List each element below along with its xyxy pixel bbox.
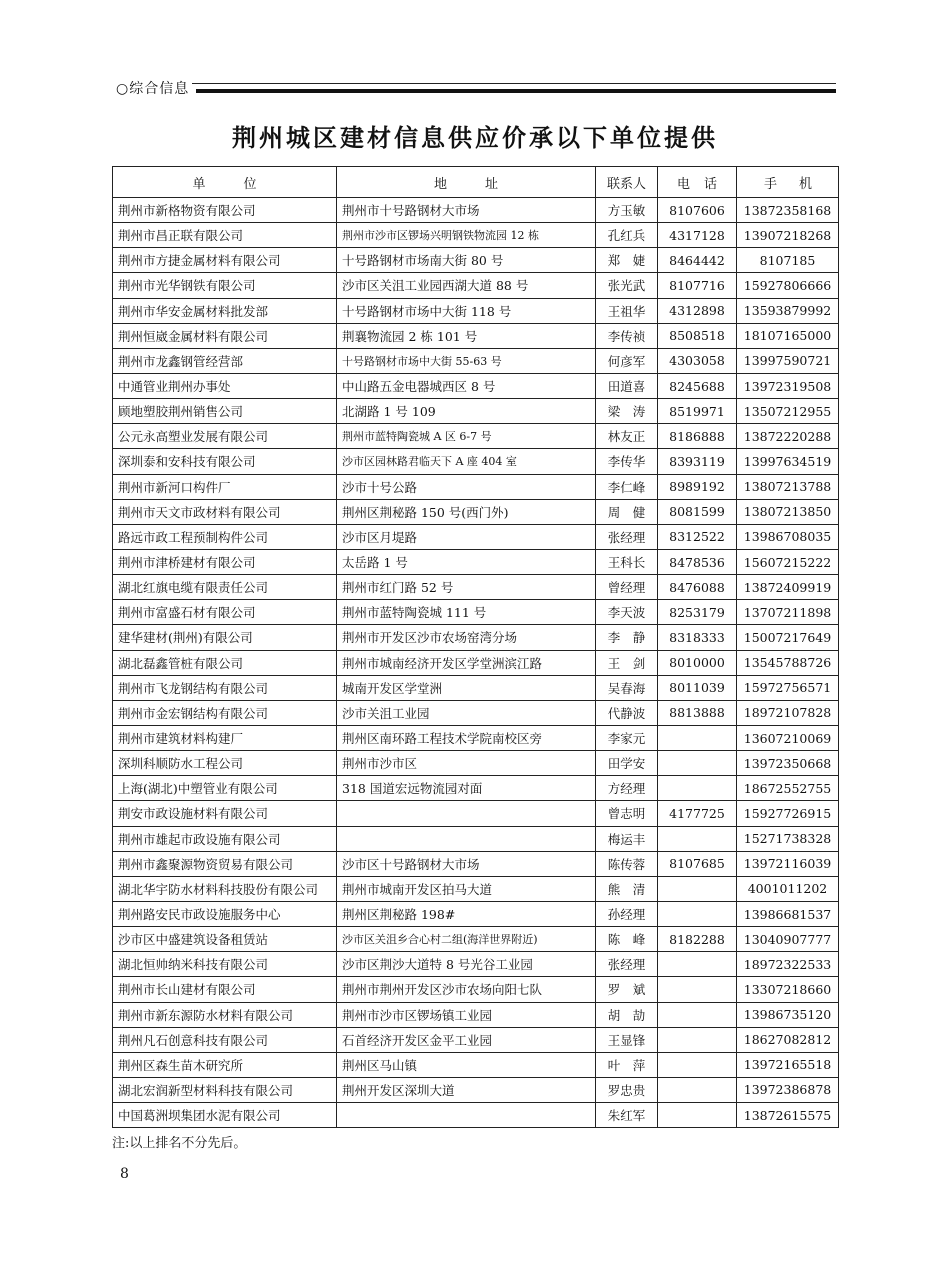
- page-title: 荆州城区建材信息供应价承以下单位提供: [232, 124, 718, 152]
- contact-cell: 李天波: [596, 600, 658, 625]
- contact-cell: 吴春海: [596, 675, 658, 700]
- contact-cell: 方玉敏: [596, 198, 658, 223]
- contact-cell: 田道喜: [596, 373, 658, 398]
- mobile-cell: 15607215222: [737, 549, 839, 574]
- contact-cell: 王显锋: [596, 1027, 658, 1052]
- contact-cell: 王 剑: [596, 650, 658, 675]
- address-cell: 荆州市沙市区锣场镇工业园: [337, 1002, 596, 1027]
- mobile-cell: 13607210069: [737, 725, 839, 750]
- supplier-table: [112, 166, 839, 1128]
- unit-cell: 荆州市新河口构件厂: [113, 474, 337, 499]
- mobile-cell: 13507212955: [737, 399, 839, 424]
- table-row: [113, 1103, 839, 1128]
- header-rule-thick: [196, 89, 836, 93]
- table-row: [113, 600, 839, 625]
- mobile-cell: 4001011202: [737, 876, 839, 901]
- unit-cell: 荆州市建筑材料构建厂: [113, 725, 337, 750]
- unit-cell: 荆州市富盛石材有限公司: [113, 600, 337, 625]
- header-address: 地址: [337, 167, 596, 198]
- address-cell: 荆州区马山镇: [337, 1052, 596, 1077]
- unit-cell: 荆州市龙鑫钢管经营部: [113, 348, 337, 373]
- unit-cell: 湖北红旗电缆有限责任公司: [113, 575, 337, 600]
- table-row: [113, 751, 839, 776]
- contact-cell: 胡 劼: [596, 1002, 658, 1027]
- address-cell: 北湖路 1 号 109: [337, 399, 596, 424]
- contact-cell: 梁 涛: [596, 399, 658, 424]
- address-cell: 十号路钢材市场中大街 118 号: [337, 298, 596, 323]
- unit-cell: 建华建材(荆州)有限公司: [113, 625, 337, 650]
- unit-cell: 荆州市鑫聚源物资贸易有限公司: [113, 851, 337, 876]
- address-cell: 荆州区南环路工程技术学院南校区旁: [337, 725, 596, 750]
- contact-cell: 王祖华: [596, 298, 658, 323]
- table-row: [113, 1052, 839, 1077]
- phone-cell: 8011039: [658, 675, 737, 700]
- contact-cell: 张光武: [596, 273, 658, 298]
- phone-cell: [658, 1103, 737, 1128]
- mobile-cell: 15927726915: [737, 801, 839, 826]
- mobile-cell: 18972107828: [737, 700, 839, 725]
- table-row: [113, 927, 839, 952]
- mobile-cell: 13807213850: [737, 499, 839, 524]
- unit-cell: 荆州市飞龙钢结构有限公司: [113, 675, 337, 700]
- address-cell: 荆州区荆秘路 198#: [337, 901, 596, 926]
- phone-cell: [658, 876, 737, 901]
- contact-cell: 郑 婕: [596, 248, 658, 273]
- unit-cell: 荆州市长山建材有限公司: [113, 977, 337, 1002]
- unit-cell: 荆州市金宏钢结构有限公司: [113, 700, 337, 725]
- phone-cell: [658, 977, 737, 1002]
- unit-cell: 荆州市雄起市政设施有限公司: [113, 826, 337, 851]
- phone-cell: [658, 725, 737, 750]
- phone-cell: 8312522: [658, 524, 737, 549]
- table-row: [113, 725, 839, 750]
- address-cell: 荆州市荆州开发区沙市农场向阳七队: [337, 977, 596, 1002]
- phone-cell: 8182288: [658, 927, 737, 952]
- unit-cell: 荆州凡石创意科技有限公司: [113, 1027, 337, 1052]
- mobile-cell: 8107185: [737, 248, 839, 273]
- phone-cell: [658, 1002, 737, 1027]
- mobile-cell: 13545788726: [737, 650, 839, 675]
- mobile-cell: 13593879992: [737, 298, 839, 323]
- contact-cell: 曾志明: [596, 801, 658, 826]
- address-cell: 十号路钢材市场南大街 80 号: [337, 248, 596, 273]
- table-row: [113, 198, 839, 223]
- unit-cell: 荆州市新格物资有限公司: [113, 198, 337, 223]
- table-row: [113, 851, 839, 876]
- phone-cell: 4317128: [658, 223, 737, 248]
- mobile-cell: 18672552755: [737, 776, 839, 801]
- table-row: [113, 449, 839, 474]
- mobile-cell: 13997590721: [737, 348, 839, 373]
- phone-cell: 8186888: [658, 424, 737, 449]
- unit-cell: 公元永高塑业发展有限公司: [113, 424, 337, 449]
- unit-cell: 荆州区森生苗木研究所: [113, 1052, 337, 1077]
- table-row: [113, 776, 839, 801]
- phone-cell: 8318333: [658, 625, 737, 650]
- address-cell: 十号路钢材市场中大街 55-63 号: [337, 348, 596, 373]
- contact-cell: 李仁峰: [596, 474, 658, 499]
- contact-cell: 王科长: [596, 549, 658, 574]
- table-row: [113, 1077, 839, 1102]
- table-row: [113, 248, 839, 273]
- unit-cell: 荆安市政设施材料有限公司: [113, 801, 337, 826]
- mobile-cell: 15972756571: [737, 675, 839, 700]
- phone-cell: 8813888: [658, 700, 737, 725]
- header-mobile: 手机: [737, 167, 839, 198]
- page-number: 8: [120, 1166, 129, 1182]
- address-cell: [337, 801, 596, 826]
- contact-cell: 叶 萍: [596, 1052, 658, 1077]
- unit-cell: 湖北磊鑫管桩有限公司: [113, 650, 337, 675]
- mobile-cell: 13307218660: [737, 977, 839, 1002]
- unit-cell: 路远市政工程预制构件公司: [113, 524, 337, 549]
- header-phone: 电话: [658, 167, 737, 198]
- contact-cell: 罗 斌: [596, 977, 658, 1002]
- contact-cell: 田学安: [596, 751, 658, 776]
- contact-cell: 李传祯: [596, 323, 658, 348]
- address-cell: 沙市区荆沙大道特 8 号光谷工业园: [337, 952, 596, 977]
- mobile-cell: 13872409919: [737, 575, 839, 600]
- mobile-cell: 15007217649: [737, 625, 839, 650]
- phone-cell: [658, 1052, 737, 1077]
- address-cell: 318 国道宏远物流园对面: [337, 776, 596, 801]
- mobile-cell: 13040907777: [737, 927, 839, 952]
- contact-cell: 孙经理: [596, 901, 658, 926]
- address-cell: 荆州市开发区沙市农场窑湾分场: [337, 625, 596, 650]
- table-row: [113, 373, 839, 398]
- mobile-cell: 13707211898: [737, 600, 839, 625]
- address-cell: 中山路五金电器城西区 8 号: [337, 373, 596, 398]
- mobile-cell: 18627082812: [737, 1027, 839, 1052]
- contact-cell: 李 静: [596, 625, 658, 650]
- mobile-cell: 13972116039: [737, 851, 839, 876]
- mobile-cell: 13972350668: [737, 751, 839, 776]
- contact-cell: 朱红军: [596, 1103, 658, 1128]
- table-row: [113, 952, 839, 977]
- unit-cell: 荆州市新东源防水材料有限公司: [113, 1002, 337, 1027]
- table-row: [113, 575, 839, 600]
- address-cell: 沙市区关沮乡合心村二组(海洋世界附近): [337, 927, 596, 952]
- contact-cell: 陈 峰: [596, 927, 658, 952]
- contact-cell: 张经理: [596, 952, 658, 977]
- phone-cell: 8519971: [658, 399, 737, 424]
- address-cell: 城南开发区学堂洲: [337, 675, 596, 700]
- address-cell: 荆州市城南经济开发区学堂洲滨江路: [337, 650, 596, 675]
- table-row: [113, 348, 839, 373]
- phone-cell: 8245688: [658, 373, 737, 398]
- phone-cell: 4177725: [658, 801, 737, 826]
- address-cell: 荆州开发区深圳大道: [337, 1077, 596, 1102]
- unit-cell: 中通管业荆州办事处: [113, 373, 337, 398]
- unit-cell: 中国葛洲坝集团水泥有限公司: [113, 1103, 337, 1128]
- footnote: 注:以上排名不分先后。: [112, 1136, 247, 1151]
- contact-cell: 孔红兵: [596, 223, 658, 248]
- contact-cell: 梅运丰: [596, 826, 658, 851]
- address-cell: 荆州市红门路 52 号: [337, 575, 596, 600]
- table-row: [113, 399, 839, 424]
- table-row: [113, 499, 839, 524]
- address-cell: 沙市十号公路: [337, 474, 596, 499]
- header-unit: 单位: [113, 167, 337, 198]
- phone-cell: 4312898: [658, 298, 737, 323]
- address-cell: 沙市区十号路钢材大市场: [337, 851, 596, 876]
- unit-cell: 沙市区中盛建筑设备租赁站: [113, 927, 337, 952]
- unit-cell: 湖北宏润新型材料科技有限公司: [113, 1077, 337, 1102]
- address-cell: 荆襄物流园 2 栋 101 号: [337, 323, 596, 348]
- mobile-cell: 18107165000: [737, 323, 839, 348]
- unit-cell: 荆州市方捷金属材料有限公司: [113, 248, 337, 273]
- table-row: [113, 323, 839, 348]
- unit-cell: 顾地塑胶荆州销售公司: [113, 399, 337, 424]
- mobile-cell: 13972319508: [737, 373, 839, 398]
- address-cell: 石首经济开发区金平工业园: [337, 1027, 596, 1052]
- address-cell: [337, 826, 596, 851]
- unit-cell: 荆州市华安金属材料批发部: [113, 298, 337, 323]
- unit-cell: 荆州路安民市政设施服务中心: [113, 901, 337, 926]
- mobile-cell: 13872358168: [737, 198, 839, 223]
- table-row: [113, 801, 839, 826]
- contact-cell: 李传华: [596, 449, 658, 474]
- mobile-cell: 13997634519: [737, 449, 839, 474]
- phone-cell: 8253179: [658, 600, 737, 625]
- phone-cell: 8010000: [658, 650, 737, 675]
- contact-cell: 罗忠贵: [596, 1077, 658, 1102]
- address-cell: [337, 1103, 596, 1128]
- table-row: [113, 549, 839, 574]
- mobile-cell: 13972386878: [737, 1077, 839, 1102]
- phone-cell: 8508518: [658, 323, 737, 348]
- table-row: [113, 700, 839, 725]
- phone-cell: 8393119: [658, 449, 737, 474]
- contact-cell: 李家元: [596, 725, 658, 750]
- contact-cell: 方经理: [596, 776, 658, 801]
- header-rule-thin: [116, 83, 836, 84]
- address-cell: 沙市关沮工业园: [337, 700, 596, 725]
- mobile-cell: 13872615575: [737, 1103, 839, 1128]
- address-cell: 荆州市蓝特陶瓷城 111 号: [337, 600, 596, 625]
- unit-cell: 深圳泰和安科技有限公司: [113, 449, 337, 474]
- address-cell: 荆州市蓝特陶瓷城 A 区 6-7 号: [337, 424, 596, 449]
- mobile-cell: 13807213788: [737, 474, 839, 499]
- address-cell: 荆州区荆秘路 150 号(西门外): [337, 499, 596, 524]
- mobile-cell: 15271738328: [737, 826, 839, 851]
- phone-cell: [658, 901, 737, 926]
- contact-cell: 代静波: [596, 700, 658, 725]
- phone-cell: 8476088: [658, 575, 737, 600]
- phone-cell: 8107685: [658, 851, 737, 876]
- address-cell: 荆州市沙市区锣场兴明钢铁物流园 12 栋: [337, 223, 596, 248]
- unit-cell: 荆州市天文市政材料有限公司: [113, 499, 337, 524]
- table-row: [113, 876, 839, 901]
- phone-cell: 8478536: [658, 549, 737, 574]
- table-row: [113, 826, 839, 851]
- table-row: [113, 474, 839, 499]
- phone-cell: 8464442: [658, 248, 737, 273]
- unit-cell: 荆州市昌正联有限公司: [113, 223, 337, 248]
- address-cell: 沙市区关沮工业园西湖大道 88 号: [337, 273, 596, 298]
- unit-cell: 深圳科顺防水工程公司: [113, 751, 337, 776]
- mobile-cell: 13872220288: [737, 424, 839, 449]
- section-header: [116, 80, 836, 100]
- table-row: [113, 273, 839, 298]
- table-row: [113, 524, 839, 549]
- table-row: [113, 1027, 839, 1052]
- contact-cell: 何彦军: [596, 348, 658, 373]
- address-cell: 荆州市城南开发区拍马大道: [337, 876, 596, 901]
- mobile-cell: 13972165518: [737, 1052, 839, 1077]
- phone-cell: 8081599: [658, 499, 737, 524]
- unit-cell: 上海(湖北)中塑管业有限公司: [113, 776, 337, 801]
- phone-cell: 4303058: [658, 348, 737, 373]
- mobile-cell: 13986681537: [737, 901, 839, 926]
- mobile-cell: 15927806666: [737, 273, 839, 298]
- phone-cell: 8107716: [658, 273, 737, 298]
- address-cell: 荆州市沙市区: [337, 751, 596, 776]
- unit-cell: 荆州恒崴金属材料有限公司: [113, 323, 337, 348]
- address-cell: 沙市区月堤路: [337, 524, 596, 549]
- contact-cell: 张经理: [596, 524, 658, 549]
- mobile-cell: 13986708035: [737, 524, 839, 549]
- table-row: [113, 650, 839, 675]
- contact-cell: 曾经理: [596, 575, 658, 600]
- phone-cell: 8107606: [658, 198, 737, 223]
- mobile-cell: 13986735120: [737, 1002, 839, 1027]
- unit-cell: 荆州市光华钢铁有限公司: [113, 273, 337, 298]
- mobile-cell: 18972322533: [737, 952, 839, 977]
- contact-cell: 熊 清: [596, 876, 658, 901]
- table-row: [113, 424, 839, 449]
- address-cell: 沙市区园林路君临天下 A 座 404 室: [337, 449, 596, 474]
- table-row: [113, 675, 839, 700]
- section-label: ○综合信息: [116, 80, 192, 98]
- table-row: [113, 901, 839, 926]
- contact-cell: 周 健: [596, 499, 658, 524]
- table-header-row: [113, 167, 839, 198]
- address-cell: 荆州市十号路钢材大市场: [337, 198, 596, 223]
- phone-cell: [658, 826, 737, 851]
- table-row: [113, 1002, 839, 1027]
- table-row: [113, 977, 839, 1002]
- unit-cell: 荆州市津桥建材有限公司: [113, 549, 337, 574]
- phone-cell: [658, 751, 737, 776]
- phone-cell: [658, 952, 737, 977]
- contact-cell: 陈传蓉: [596, 851, 658, 876]
- table-row: [113, 223, 839, 248]
- unit-cell: 湖北华宇防水材料科技股份有限公司: [113, 876, 337, 901]
- contact-cell: 林友正: [596, 424, 658, 449]
- address-cell: 太岳路 1 号: [337, 549, 596, 574]
- mobile-cell: 13907218268: [737, 223, 839, 248]
- table-row: [113, 298, 839, 323]
- phone-cell: [658, 1027, 737, 1052]
- phone-cell: [658, 1077, 737, 1102]
- phone-cell: 8989192: [658, 474, 737, 499]
- table-row: [113, 625, 839, 650]
- unit-cell: 湖北恒帅纳米科技有限公司: [113, 952, 337, 977]
- phone-cell: [658, 776, 737, 801]
- header-contact: 联系人: [596, 167, 658, 198]
